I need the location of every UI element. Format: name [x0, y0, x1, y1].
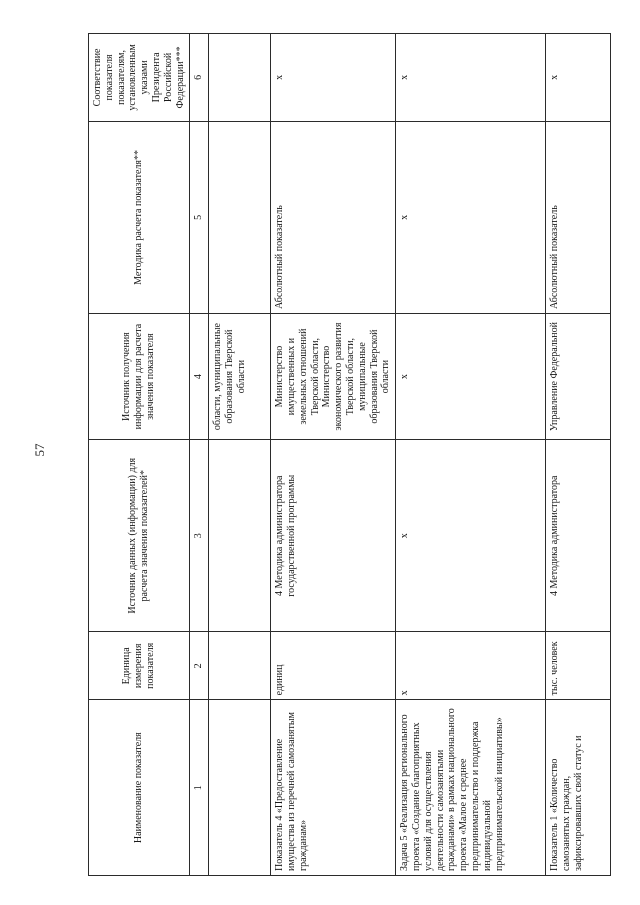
- header-cell-name: Наименование показателя: [89, 700, 190, 876]
- table-cell: Задача 5 «Реализация регионального проекта «Создание благоприятных условий для осуществления деятельности самозанятыми гражданами» в рамках национального проекта «Малое и среднее предпринимательство и поддержка индивидуальной предпринимательской инициативы»: [396, 700, 546, 876]
- table-cell: [209, 121, 271, 313]
- table-cell: х: [396, 440, 546, 632]
- column-number: 2: [190, 632, 209, 700]
- table-cell: [209, 700, 271, 876]
- table-row: [396, 34, 546, 876]
- column-number: 4: [190, 313, 209, 439]
- column-number: 6: [190, 34, 209, 122]
- table-row: [546, 34, 611, 876]
- header-cell-data-source: Источник данных (информации) для расчета значения показателей*: [89, 440, 190, 632]
- column-number: 3: [190, 440, 209, 632]
- table-cell: тыс. человек: [546, 632, 611, 700]
- table-cell: Министерство имущественных и земельных отношений Тверской области, Министерство экономического развития Тверской области, муниципальные образования Тверской области: [271, 313, 396, 439]
- table-cell: Показатель 4 «Предоставление имущества из перечней самозанятым гражданам»: [271, 700, 396, 876]
- table-cell: единиц: [271, 632, 396, 700]
- table-cell: Абсолютный показатель: [271, 121, 396, 313]
- table-cell: [209, 632, 271, 700]
- table-cell: Показатель 1 «Количество самозанятых граждан, зафиксировавших свой статус и: [546, 700, 611, 876]
- column-number-row: [190, 34, 209, 876]
- table-cell: [209, 440, 271, 632]
- table-cell: х: [396, 632, 546, 700]
- header-row: [89, 34, 190, 876]
- table-cell: 4 Методика администратора: [546, 440, 611, 632]
- column-number: 5: [190, 121, 209, 313]
- page-number: 57: [32, 443, 47, 457]
- header-cell-method: Методика расчета показателя**: [89, 121, 190, 313]
- header-cell-info-source: Источник получения информации для расчета значения показателя: [89, 313, 190, 439]
- table-cell: Абсолютный показатель: [546, 121, 611, 313]
- table-cell: области, муниципальные образования Тверской области: [209, 313, 271, 439]
- header-cell-unit: Единица измерения показателя: [89, 632, 190, 700]
- header-cell-decree-match: Соответствие показателя показателям, установленным указами Президента Российской Федерации***: [89, 34, 190, 122]
- table-row: [209, 34, 271, 876]
- table-cell: Управление Федеральной: [546, 313, 611, 439]
- indicator-table-container: [88, 33, 591, 876]
- indicator-table: [88, 33, 611, 876]
- table-cell: [209, 34, 271, 122]
- table-cell: х: [396, 34, 546, 122]
- table-cell: х: [396, 313, 546, 439]
- table-row: [271, 34, 396, 876]
- table-cell: х: [396, 121, 546, 313]
- table-cell: х: [271, 34, 396, 122]
- column-number: 1: [190, 700, 209, 876]
- table-cell: 4 Методика администратора государственной программы: [271, 440, 396, 632]
- table-cell: х: [546, 34, 611, 122]
